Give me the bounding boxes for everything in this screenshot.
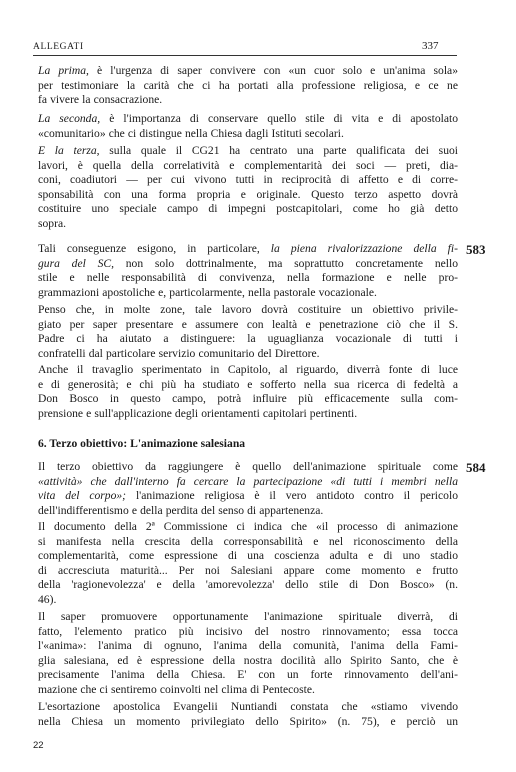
text-line: precisamente l'anima della Chiesa. E' con un forte rinnovamento dell'ani-	[38, 668, 458, 681]
text-line: Il saper promuovere opportunamente l'animazione spirituale diverrà, di	[38, 610, 458, 623]
marginal-number-583: 583	[466, 242, 486, 257]
text-line: dell'indifferentismo e della perdita del senso di appartenenza.	[38, 503, 324, 517]
paragraph-la-prima	[38, 64, 458, 108]
text-line: Don Bosco in questo campo, potrà influire più efficacemente sulla com-	[38, 392, 458, 405]
text-line: fatto, l'elemento pratico più incisivo del nostro rinnovamento; essa tocca	[38, 624, 458, 638]
running-header-page-number: 337	[422, 40, 439, 52]
text-line: Il documento della 2ª Commissione ci indica che «il processo di animazione	[38, 520, 458, 533]
text-line: lavori, è quella della correlatività e complementarità dei soci — preti, dia-	[38, 158, 458, 172]
text-line: di accresciuta maturità... Per noi Salesiani appare come momento e frutto	[38, 563, 458, 577]
text-line: coni, coadiutori — per cui vivono tutti in reciprocità di affetto e di corre-	[38, 173, 458, 186]
text-line: grammazioni apostoliche e, particolarmente, nella pastorale vocazionale.	[38, 285, 377, 299]
paragraph-terzo-obiettivo	[38, 460, 458, 518]
text-line: E la terza, sulla quale il CG21 ha centrato una parte qualificata dei suoi	[38, 144, 459, 157]
text-line: l'«anima»: l'anima di ognuno, l'anima della comunità, l'anima della Fami-	[38, 639, 458, 652]
text-line: sopra.	[38, 216, 67, 230]
text-line: L'esortazione apostolica Evangelii Nuntiandi constata che «stiamo vivendo	[38, 700, 458, 713]
paragraph-anche-il-travaglio	[38, 363, 458, 421]
text-line: vita del corpo»; l'animazione religiosa è il vero antidoto contro il pericolo	[38, 489, 458, 502]
text-line: si manifesta nella crescita della corresponsabilità e nel riconoscimento della	[38, 534, 458, 548]
text-line: e di generosità; e chi più ha studiato e sofferto nella sua ricerca di fedeltà a	[38, 377, 458, 391]
text-line: La prima, è l'urgenza di saper convivere con «un cuor solo e un'anima sola»	[38, 64, 458, 77]
paragraph-esortazione-apostolica	[38, 700, 458, 729]
paragraph-documento-commissione	[38, 520, 458, 607]
text-line: La seconda, è l'importanza di conservare quello stile di vita e di apostolato	[38, 112, 459, 125]
text-line: giato per saper presentare e assumere con lealtà e penetrazione ciò che il S.	[38, 317, 458, 331]
text-line: prensione e sull'applicazione degli orientamenti capitolari pertinenti.	[38, 406, 358, 420]
text-line: glia salesiana, ed è espressione della nostra docilità allo Spirito Santo, che è	[38, 653, 458, 667]
section-heading: 6. Terzo obiettivo: L'animazione salesiana	[38, 437, 246, 450]
text-line: Padre ci ha aiutato a distinguere: la uguaglianza vocazionale di tutti i	[38, 332, 458, 345]
text-line: Tali conseguenze esigono, in particolare, la piena rivalorizzazione della fi-	[38, 242, 458, 255]
paragraph-la-terza	[38, 144, 458, 231]
text-line: Il terzo obiettivo da raggiungere è quello dell'animazione spirituale come	[38, 460, 458, 473]
text-line: nella Chiesa un momento privilegiato dello Spirito» (n. 75), e perciò un	[38, 714, 458, 728]
text-line: Penso che, in molte zone, tale lavoro dovrà costituire un obiettivo privile-	[38, 303, 458, 316]
text-line: «comunitario» che ci distingue nella Chiesa dagli Istituti secolari.	[38, 126, 344, 140]
text-line: complementarità, come espressione di una coscienza adulta e di uno stadio	[38, 549, 458, 562]
text-line: per testimoniare la carità che ci ha portati alla professione religiosa, e ce ne	[38, 78, 458, 92]
marginal-number-584: 584	[466, 460, 486, 475]
running-header-title: ALLEGATI	[33, 42, 84, 52]
text-line: costituire uno speciale campo di impegni postcapitolari, come ho già detto	[38, 202, 458, 215]
paragraph-penso-che	[38, 303, 458, 361]
text-line: stile e nelle responsabilità di convivenza, nella formazione e nelle pro-	[38, 271, 458, 284]
paragraph-la-seconda	[38, 112, 458, 141]
text-line: fa vivere la consacrazione.	[38, 93, 163, 106]
text-line: mazione che ci sentiremo coinvolti nel clima di Pentecoste.	[38, 682, 315, 696]
text-line: 46).	[38, 592, 57, 606]
text-line: Anche il travaglio sperimentato in Capitolo, al riguardo, diverrà fonte di luce	[38, 363, 458, 376]
text-line: gura del SC, non solo dottrinalmente, ma soprattutto concretamente nello	[38, 256, 458, 270]
paragraph-saper-promuovere	[38, 610, 458, 697]
text-line: sponsabilità con una forma propria e originale. Questo terzo aspetto dovrà	[38, 187, 458, 201]
paragraph-tali-conseguenze	[38, 242, 458, 300]
text-line: della 'ragionevolezza' e della 'amorevolezza' dello stile di Don Bosco» (n.	[38, 578, 458, 591]
text-line: confratelli dal particolare servizio comunitario del Direttore.	[38, 346, 320, 360]
folio-number: 22	[33, 740, 44, 751]
header-rule	[33, 55, 457, 56]
text-line: «attività» che dall'interno fa cercare la partecipazione «di tutti i membri nella	[38, 474, 458, 488]
